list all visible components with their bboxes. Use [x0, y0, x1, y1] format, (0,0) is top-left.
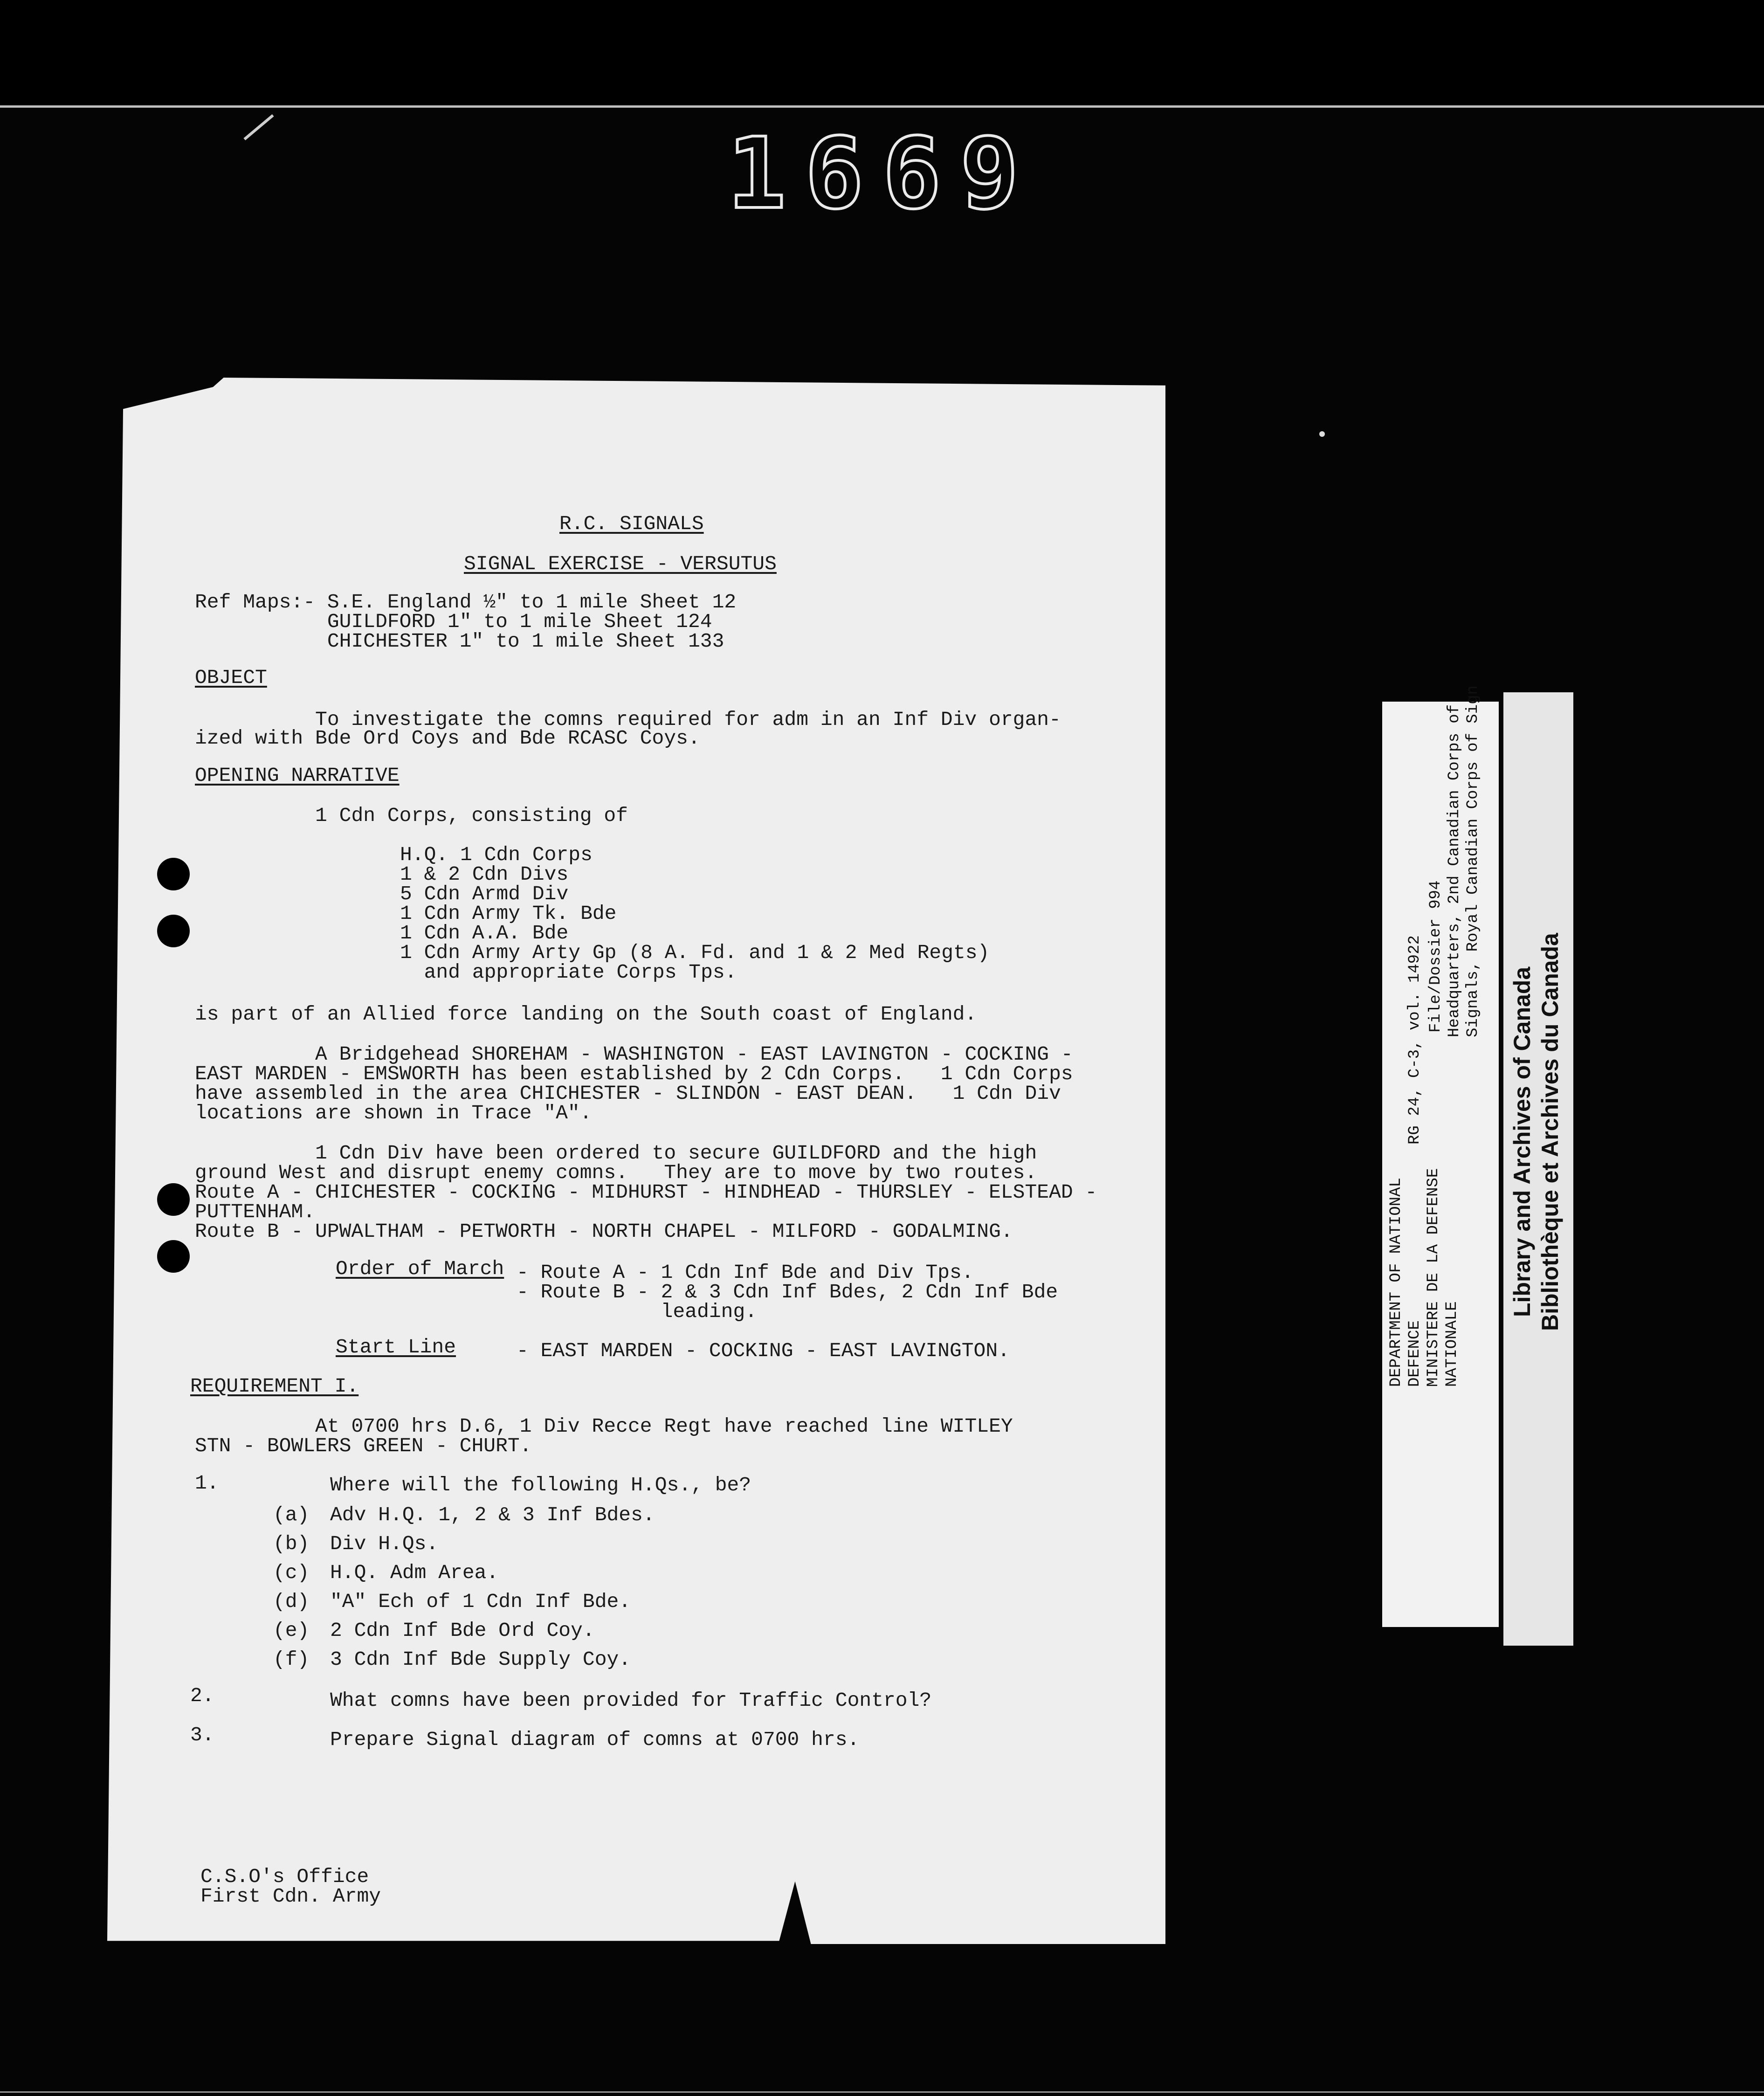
question-number: 3. [190, 1724, 214, 1746]
department-line: DEPARTMENT OF NATIONAL [1387, 1178, 1405, 1387]
ref-maps-line: Ref Maps:- S.E. England ½" to 1 mile Sheet 12 [195, 591, 737, 614]
question-text: Where will the following H.Qs., be? [330, 1474, 751, 1496]
question-item-letter: (b) [273, 1532, 310, 1555]
corps-list-item: 1 Cdn Army Arty Gp (8 A. Fd. and 1 & 2 Med Regts) [400, 941, 990, 964]
start-line-label: Start Line [336, 1336, 456, 1358]
question-text: What comns have been provided for Traffic Control? [330, 1689, 932, 1712]
orders-line: ground West and disrupt enemy comns. They are to move by two routes. [195, 1161, 1037, 1184]
orders-line: PUTTENHAM. [195, 1200, 316, 1223]
orders-line: 1 Cdn Div have been ordered to secure GUILDFORD and the high [195, 1142, 1037, 1165]
requirement-intro-line: STN - BOWLERS GREEN - CHURT. [195, 1434, 532, 1457]
bridgehead-line: A Bridgehead SHOREHAM - WASHINGTON - EAST LAVINGTON - COCKING - [195, 1043, 1073, 1066]
bridgehead-line: have assembled in the area CHICHESTER - SLINDON - EAST DEAN. 1 Cdn Div [195, 1082, 1061, 1105]
question-number: 2. [190, 1684, 214, 1707]
allied-line: is part of an Allied force landing on the South coast of England. [195, 1003, 977, 1026]
question-item-text: "A" Ech of 1 Cdn Inf Bde. [330, 1590, 631, 1613]
archive-description-line: Signals, Royal Canadian Corps of Sign [1464, 685, 1482, 1037]
question-item-letter: (e) [273, 1619, 310, 1642]
order-of-march-line: - Route B - 2 & 3 Cdn Inf Bdes, 2 Cdn Inf Bde [517, 1281, 1058, 1303]
ref-maps-line: CHICHESTER 1" to 1 mile Sheet 133 [195, 630, 724, 653]
corps-list-item: 1 Cdn Army Tk. Bde [400, 902, 617, 925]
requirement-heading: REQUIREMENT I. [190, 1375, 359, 1398]
question-number: 1. [195, 1472, 219, 1495]
bridgehead-line: EAST MARDEN - EMSWORTH has been established by 2 Cdn Corps. 1 Cdn Corps [195, 1062, 1073, 1085]
archive-description-line: Headquarters, 2nd Canadian Corps of [1446, 704, 1463, 1037]
corps-list-item: 1 & 2 Cdn Divs [400, 863, 569, 886]
order-of-march-label: Order of March [336, 1257, 504, 1280]
orders-line: Route B - UPWALTHAM - PETWORTH - NORTH CHAPEL - MILFORD - GODALMING. [195, 1220, 1013, 1243]
bridgehead-line: locations are shown in Trace "A". [195, 1102, 592, 1124]
department-line: MINISTERE DE LA DEFENSE [1425, 1168, 1442, 1387]
document-subtitle: SIGNAL EXERCISE - VERSUTUS [464, 552, 777, 575]
question-item-text: 3 Cdn Inf Bde Supply Coy. [330, 1648, 631, 1671]
library-archives-label [1503, 692, 1573, 1646]
start-line-value: - EAST MARDEN - COCKING - EAST LAVINGTON. [517, 1339, 1010, 1362]
institution-name-fr: Bibliothèque et Archives du Canada [1537, 933, 1563, 1331]
document-title: R.C. SIGNALS [559, 512, 704, 535]
object-text-line: To investigate the comns required for adm in an Inf Div organ- [195, 708, 1061, 731]
file-dossier: File/Dossier 994 [1427, 880, 1445, 1033]
question-item-text: H.Q. Adm Area. [330, 1561, 499, 1584]
question-item-text: Div H.Qs. [330, 1532, 439, 1555]
order-of-march-line: leading. [517, 1300, 758, 1323]
question-text: Prepare Signal diagram of comns at 0700 hrs. [330, 1728, 860, 1751]
narrative-intro: 1 Cdn Corps, consisting of [195, 804, 628, 827]
institution-name-en: Library and Archives of Canada [1509, 966, 1535, 1317]
question-item-letter: (a) [273, 1503, 310, 1526]
signature-line: C.S.O's Office [200, 1865, 369, 1888]
question-item-letter: (d) [273, 1590, 310, 1613]
department-line: NATIONALE [1443, 1301, 1461, 1387]
object-text-line: ized with Bde Ord Coys and Bde RCASC Coys. [195, 727, 700, 750]
question-item-letter: (c) [273, 1561, 310, 1584]
question-item-letter: (f) [273, 1648, 310, 1671]
frame-number: 1669 [727, 117, 1038, 231]
orders-line: Route A - CHICHESTER - COCKING - MIDHURST - HINDHEAD - THURSLEY - ELSTEAD - [195, 1181, 1097, 1204]
archive-reference-label [1382, 685, 1499, 1627]
requirement-intro-line: At 0700 hrs D.6, 1 Div Recce Regt have reached line WITLEY [195, 1415, 1013, 1438]
signature-line: First Cdn. Army [200, 1885, 381, 1908]
corps-list-item: H.Q. 1 Cdn Corps [400, 843, 593, 866]
question-item-text: Adv H.Q. 1, 2 & 3 Inf Bdes. [330, 1503, 655, 1526]
question-item-text: 2 Cdn Inf Bde Ord Coy. [330, 1619, 595, 1642]
archive-ref: RG 24, C-3, vol. 14922 [1406, 935, 1424, 1145]
corps-list-item: and appropriate Corps Tps. [400, 961, 737, 984]
corps-list-item: 1 Cdn A.A. Bde [400, 922, 569, 945]
order-of-march-line: - Route A - 1 Cdn Inf Bde and Div Tps. [517, 1261, 974, 1284]
department-line: DEFENCE [1406, 1320, 1424, 1387]
narrative-heading: OPENING NARRATIVE [195, 764, 400, 787]
ref-maps-line: GUILDFORD 1" to 1 mile Sheet 124 [195, 610, 712, 633]
corps-list-item: 5 Cdn Armd Div [400, 883, 569, 905]
object-heading: OBJECT [195, 666, 267, 689]
